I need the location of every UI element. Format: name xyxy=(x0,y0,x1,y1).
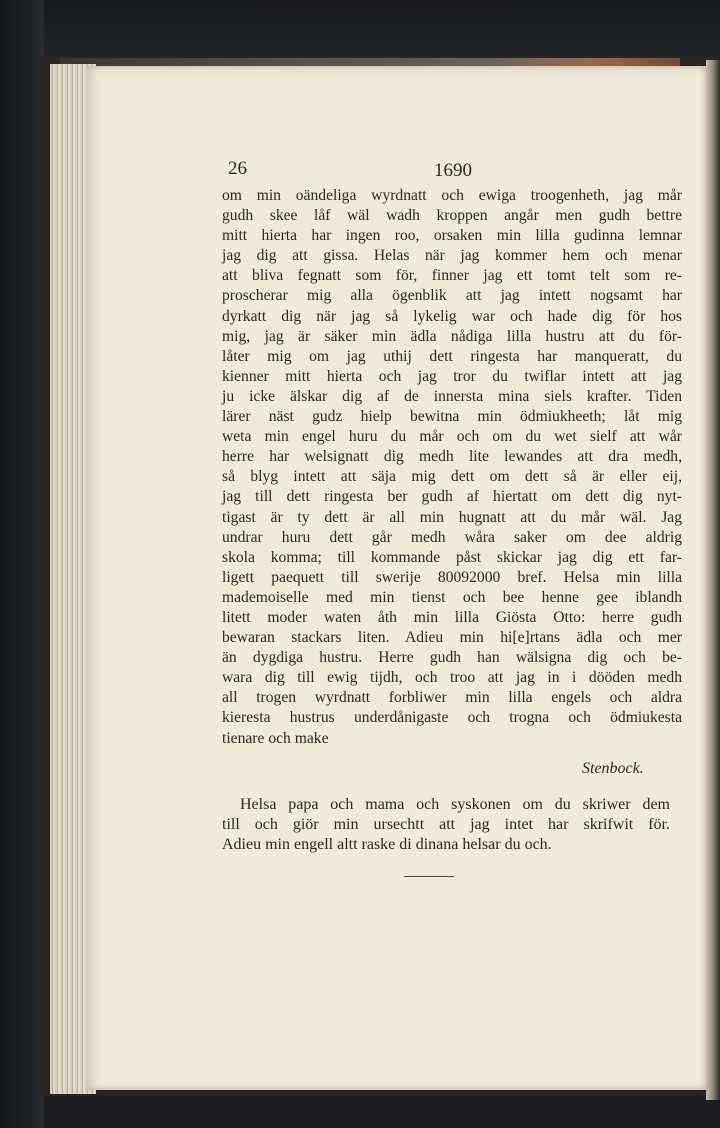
text-line: mademoiselle med min tienst och bee henne gee iblandh xyxy=(222,588,682,606)
text-line: mitt hierta har ingen roo, orsaken min lilla gudinna lemnar xyxy=(222,227,682,245)
text-line: att bliva fegnatt som för, finner jag ett tomt telt som re- xyxy=(222,267,682,285)
page-number: 26 xyxy=(228,158,247,179)
section-rule xyxy=(404,876,454,877)
text-line: gudh skee låf wäl wadh kroppen angår men gudh bettre xyxy=(222,207,682,225)
letter-body xyxy=(222,186,682,749)
text-line: dyrkatt dig när jag så lykelig war och hade dig för hos xyxy=(222,307,682,325)
text-line: tienare och make xyxy=(222,729,329,747)
text-line: weta min engel huru du mår och om du wet sielf att wår xyxy=(222,428,682,446)
text-line: ligett paequett till swerije 80092000 bref. Helsa min lilla xyxy=(222,568,682,586)
text-line: bewaran stackars liten. Adieu min hi[e]rtans ädla och mer xyxy=(222,629,682,647)
page-right-edge xyxy=(706,60,720,1100)
text-line: om min oändeliga wyrdnatt och ewiga troogenheth, jag mår xyxy=(222,187,682,204)
book-cover-edge xyxy=(60,58,680,66)
text-line: ju icke älskar dig af de innersta mina siels krafter. Tiden xyxy=(222,387,682,405)
text-line: låter mig om jag uthij dett ringesta har manqueratt, du xyxy=(222,347,682,365)
postscript-line: Helsa papa och mama och syskonen om du skriwer dem xyxy=(240,796,670,813)
text-line: wara dig till ewig tijdh, och troo att jag in i dööden medh xyxy=(222,669,682,687)
text-line: undrar huru dett går medh wåra saker om dee aldrig xyxy=(222,528,682,546)
background-left xyxy=(0,0,44,1128)
text-line: litett moder waten åth min lilla Giösta Otto: herre gudh xyxy=(222,608,682,626)
postscript xyxy=(222,795,670,855)
text-line: kienner mitt hierta och jag tror du twiflar intett att jag xyxy=(222,367,682,385)
text-line: herre har welsignatt dig medh lite lewandes att dra medh, xyxy=(222,448,682,466)
signature: Stenbock. xyxy=(582,760,644,777)
postscript-line: till och giör min ursechtt att jag intet har skrifwit för. xyxy=(222,816,670,833)
text-line: tigast är ty dett är all min hugnatt att du mår wäl. Jag xyxy=(222,508,682,526)
text-line: jag till dett ringesta ber gudh af hiertatt om dett dig nyt- xyxy=(222,488,682,506)
text-line: proscherar mig alla ögenblik att jag intett nogsamt har xyxy=(222,287,682,305)
text-line: så blyg intett att säja mig dett om dett så är eller eij, xyxy=(222,468,682,486)
text-line: skola komma; till kommande påst skickar jag dig ett far- xyxy=(222,548,682,566)
text-line: än dygdiga hustru. Herre gudh han wälsigna dig och be- xyxy=(222,649,682,667)
text-line: jag dig att gissa. Helas när jag kommer hem och menar xyxy=(222,247,682,265)
text-line: all trogen wyrdnatt forbliwer min lilla engels och aldra xyxy=(222,689,682,707)
background-top xyxy=(0,0,720,62)
text-line: kieresta hustrus underdånigaste och trogna och ödmiukesta xyxy=(222,709,682,727)
text-line: mig, jag är säker min ädla nådiga lilla hustru att du för- xyxy=(222,327,682,345)
text-line: lärer näst gudz hielp bewitna min ödmiukheeth; låt mig xyxy=(222,408,682,426)
running-header-year: 1690 xyxy=(434,160,472,181)
postscript-line: Adieu min engell altt raske di dinana helsar du och. xyxy=(222,836,552,853)
